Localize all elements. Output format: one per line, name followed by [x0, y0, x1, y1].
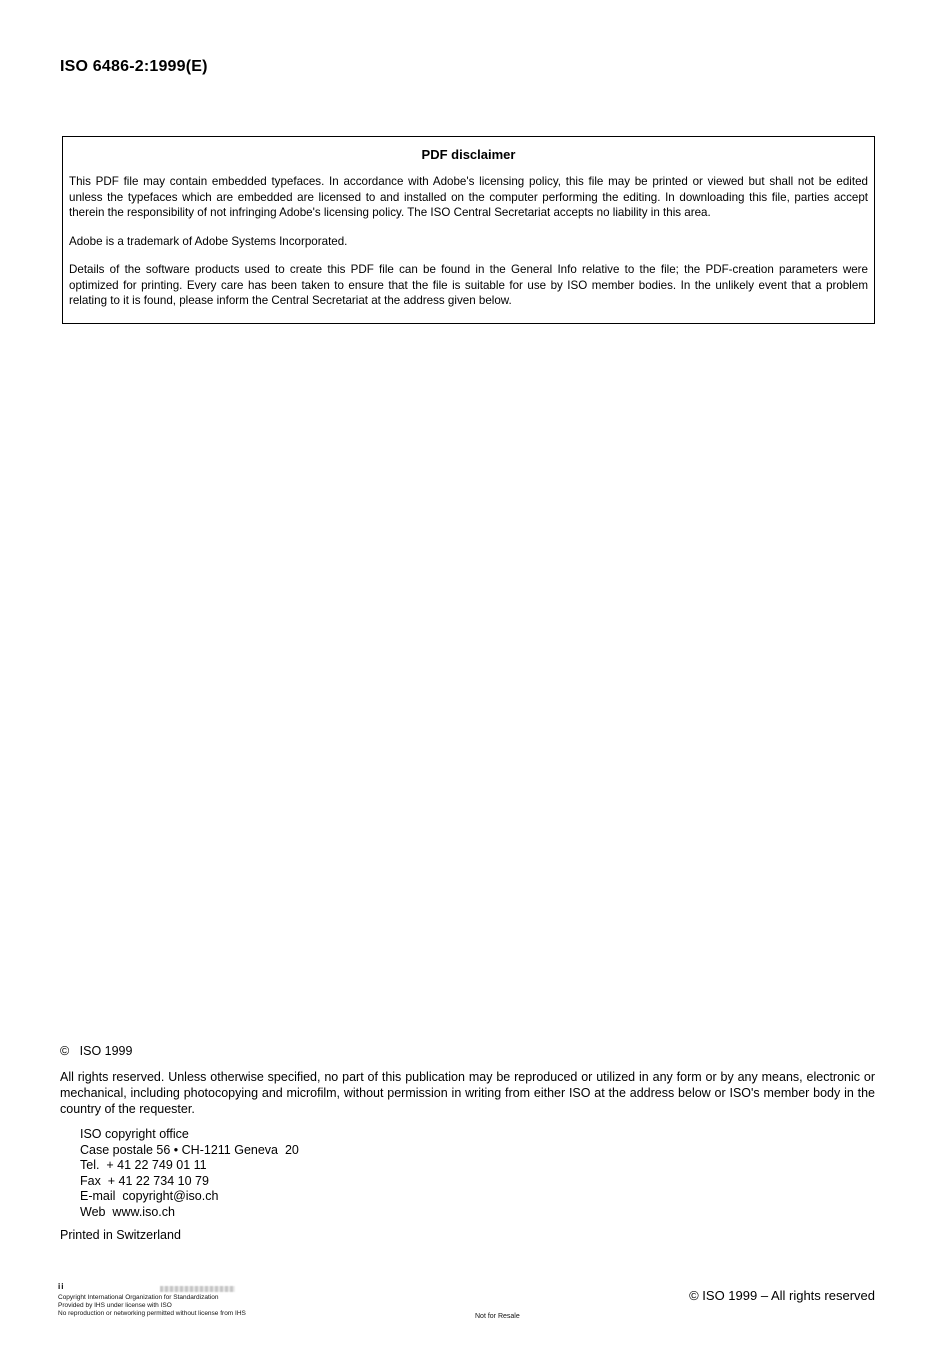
- address-line-office: ISO copyright office: [80, 1127, 189, 1142]
- disclaimer-title: PDF disclaimer: [421, 147, 516, 162]
- address-line-postal: Case postale 56 • CH-1211 Geneva 20: [80, 1142, 299, 1157]
- not-for-resale-label: Not for Resale: [475, 1313, 520, 1320]
- ihs-line-provided: Provided by IHS under license with ISO: [58, 1302, 172, 1310]
- footer-left-block: [58, 1282, 478, 1318]
- page-number: ii: [58, 1282, 65, 1291]
- disclaimer-paragraph-2: Adobe is a trademark of Adobe Systems Incorporated.: [69, 234, 348, 248]
- printed-in-switzerland: Printed in Switzerland: [60, 1228, 181, 1243]
- ihs-line-copyright: Copyright International Organization for Standardization: [58, 1294, 219, 1301]
- disclaimer-paragraph-1: This PDF file may contain embedded typefaces. In accordance with Adobe's licensing policy, this file may be printed or viewed but shall not be edited unless the typefaces which are embedded are licensed to and installed on the computer performing the editing. In downloading this file, parties accept therein the responsibility of not infringing Adobe's licensing policy. The ISO Central Secretariat accepts no liability in this area.: [69, 175, 868, 220]
- faint-watermark: [160, 1286, 235, 1292]
- address-line-fax: Fax + 41 22 734 10 79: [80, 1173, 209, 1188]
- copyright-year-line: © ISO 1999: [60, 1044, 133, 1058]
- document-code: ISO 6486-2:1999(E): [60, 58, 208, 75]
- pdf-disclaimer-box: [62, 136, 875, 324]
- disclaimer-paragraph-3: Details of the software products used to create this PDF file can be found in the General Info relative to the file; the PDF-creation parameters were optimized for printing. Every care has been taken to ensure that the file is suitable for use by ISO member bodies. In the unlikely event that a problem relating to it is found, please inform the Central Secretariat at the address given below.: [69, 263, 868, 308]
- iso-address-block: [80, 1127, 875, 1220]
- rights-statement: All rights reserved. Unless otherwise specified, no part of this publication may be reproduced or utilized in any form or by any means, electronic or mechanical, including photocopying and microfilm, without permission in writing from either ISO at the address below or ISO's member body in the country of the requester.: [60, 1070, 875, 1116]
- footer-copyright: © ISO 1999 – All rights reserved: [689, 1288, 875, 1303]
- address-line-tel: Tel. + 41 22 749 01 11: [80, 1158, 207, 1173]
- address-line-email: E-mail copyright@iso.ch: [80, 1189, 219, 1204]
- address-line-web: Web www.iso.ch: [80, 1204, 175, 1219]
- ihs-license-lines: [58, 1294, 478, 1318]
- copyright-section: [60, 1044, 875, 1242]
- ihs-line-no-reproduction: No reproduction or networking permitted without license from IHS: [58, 1310, 246, 1318]
